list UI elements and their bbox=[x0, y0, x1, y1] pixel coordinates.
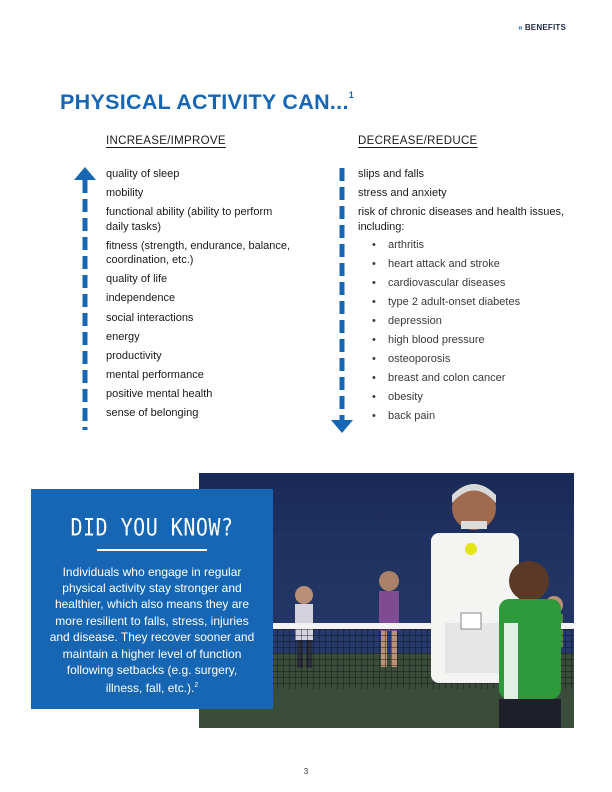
decrease-list bbox=[358, 167, 573, 428]
list-item: mental performance bbox=[106, 368, 204, 381]
section-label bbox=[518, 23, 566, 32]
did-you-know-text bbox=[47, 564, 257, 697]
condition-item: • back pain bbox=[388, 409, 573, 424]
list-item: productivity bbox=[106, 349, 162, 362]
list-item: functional ability (ability to perform daily tasks) bbox=[106, 206, 273, 233]
section-label-text: BENEFITS bbox=[524, 23, 566, 32]
title-footnote: 1 bbox=[348, 89, 355, 100]
condition-item: • osteoporosis bbox=[388, 352, 573, 367]
divider bbox=[97, 549, 207, 551]
did-you-know-box bbox=[31, 489, 273, 709]
page-number: 3 bbox=[303, 767, 309, 776]
condition-item: • depression bbox=[388, 314, 573, 329]
did-you-know-body: Individuals who engage in regular physical activity stay stronger and healthier, which also means they are more resilient to falls, stress, injuries and disease. They recover sooner and maintain a higher level of function following setbacks (e.g. surgery, illness, fall, etc.). bbox=[49, 564, 255, 696]
list-item: mobility bbox=[106, 187, 144, 200]
list-item: energy bbox=[106, 330, 140, 343]
chevron-right-icon: » bbox=[518, 23, 523, 32]
list-item: independence bbox=[106, 292, 176, 305]
conditions-list bbox=[358, 238, 573, 424]
list-item: positive mental health bbox=[106, 387, 213, 400]
condition-item: • breast and colon cancer bbox=[388, 371, 573, 386]
list-item: slips and falls bbox=[358, 168, 425, 180]
page-title-text: PHYSICAL ACTIVITY CAN... bbox=[60, 90, 349, 114]
increase-heading: INCREASE/IMPROVE bbox=[106, 135, 226, 147]
page-title bbox=[60, 90, 354, 115]
list-item: quality of sleep bbox=[106, 168, 180, 180]
condition-item: • arthritis bbox=[388, 238, 573, 253]
condition-item: • type 2 adult-onset diabetes bbox=[388, 295, 573, 310]
condition-item: • heart attack and stroke bbox=[388, 257, 573, 272]
up-arrow-icon bbox=[74, 166, 96, 432]
list-item: fitness (strength, endurance, balance, coordination, etc.) bbox=[106, 239, 291, 267]
list-item: stress and anxiety bbox=[358, 187, 447, 200]
condition-item: • cardiovascular diseases bbox=[388, 276, 573, 291]
condition-item: • obesity bbox=[388, 390, 573, 405]
list-item-with-sublist bbox=[358, 205, 573, 424]
condition-item: • high blood pressure bbox=[388, 333, 573, 348]
did-you-know-footnote: 2 bbox=[194, 682, 199, 690]
increase-list bbox=[106, 167, 296, 425]
list-item: social interactions bbox=[106, 311, 194, 324]
down-arrow-icon bbox=[331, 166, 353, 434]
did-you-know-title: DID YOU KNOW? bbox=[70, 512, 234, 542]
list-item-text: risk of chronic diseases and health issues, including: bbox=[358, 206, 565, 233]
decrease-heading: DECREASE/REDUCE bbox=[358, 135, 478, 147]
list-item: sense of belonging bbox=[106, 407, 199, 420]
list-item: quality of life bbox=[106, 273, 168, 286]
